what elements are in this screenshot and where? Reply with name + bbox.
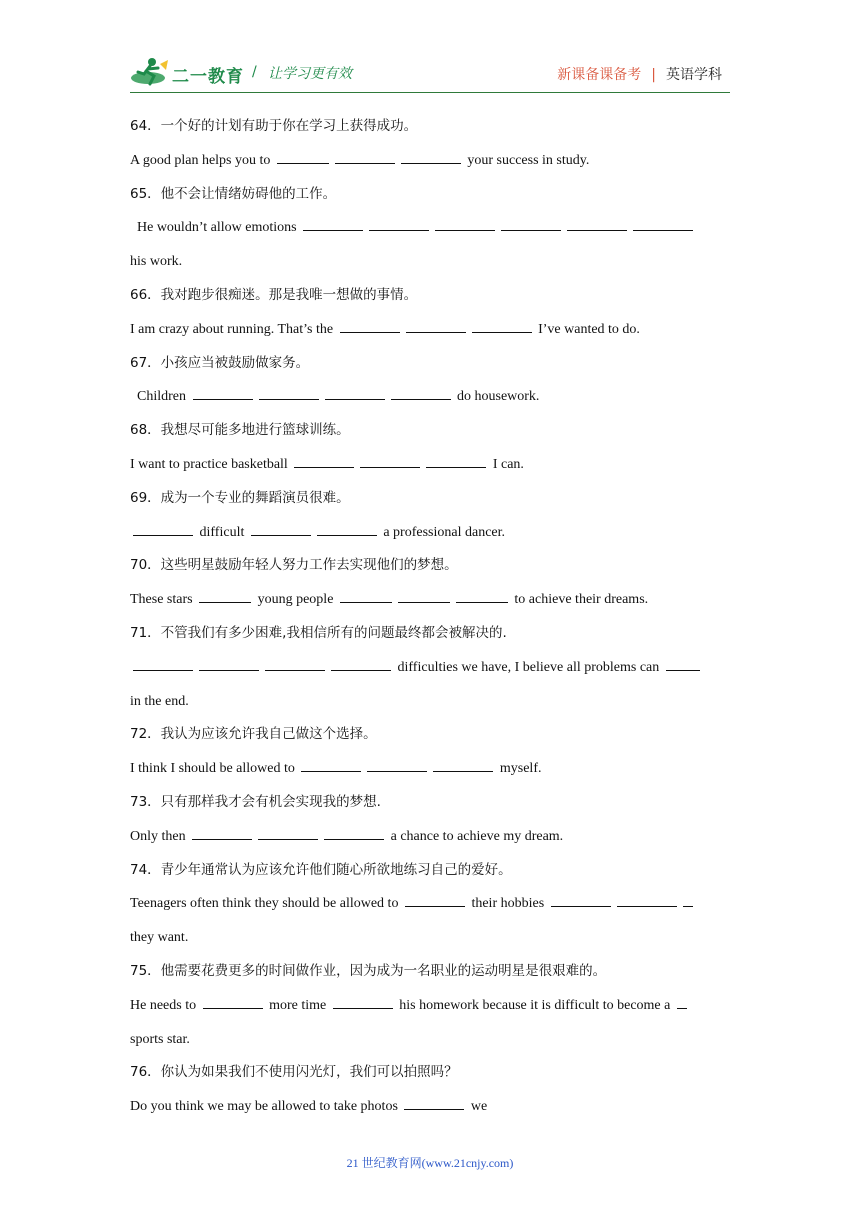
question-english <box>130 651 734 685</box>
question-english <box>130 752 734 786</box>
answer-blank[interactable] <box>551 892 611 907</box>
answer-blank[interactable] <box>666 656 700 671</box>
slogan: 让学习更有效 <box>268 66 352 82</box>
answer-blank[interactable] <box>426 453 486 468</box>
question-chinese: 72．我认为应该允许我自己做这个选择。 <box>130 726 377 743</box>
question-english <box>130 887 734 921</box>
question-chinese: 67．小孩应当被鼓励做家务。 <box>130 354 310 371</box>
answer-blank[interactable] <box>317 521 377 536</box>
sentence-text: difficult <box>196 524 248 540</box>
header-right <box>557 64 722 84</box>
answer-blank[interactable] <box>501 216 561 231</box>
question-english <box>130 144 734 178</box>
sentence-text: their hobbies <box>467 896 548 912</box>
question-english-continued: in the end. <box>130 693 189 709</box>
question-english <box>130 313 734 347</box>
answer-blank[interactable] <box>265 656 325 671</box>
answer-blank[interactable] <box>401 149 461 164</box>
question-english-continued: they want. <box>130 930 189 946</box>
answer-blank[interactable] <box>391 385 451 400</box>
question-chinese: 76．你认为如果我们不使用闪光灯，我们可以拍照吗？ <box>130 1064 458 1081</box>
header-subject-label: 英语学科 <box>666 67 722 83</box>
sentence-text: I can. <box>489 456 524 472</box>
answer-blank[interactable] <box>199 656 259 671</box>
sentence-text: I’ve wanted to do. <box>534 321 640 337</box>
answer-blank[interactable] <box>324 825 384 840</box>
answer-blank[interactable] <box>677 994 687 1009</box>
question-chinese: 66．我对跑步很痴迷。那是我唯一想做的事情。 <box>130 286 418 303</box>
question-english <box>130 820 734 854</box>
answer-blank[interactable] <box>567 216 627 231</box>
question-english <box>130 211 734 245</box>
answer-blank[interactable] <box>398 588 450 603</box>
answer-blank[interactable] <box>199 588 251 603</box>
answer-blank[interactable] <box>406 318 466 333</box>
sentence-text: we <box>467 1099 488 1115</box>
sentence-text: Do you think we may be allowed to take photos <box>130 1099 402 1115</box>
sentence-text: a professional dancer. <box>379 524 506 540</box>
answer-blank[interactable] <box>340 318 400 333</box>
answer-blank[interactable] <box>435 216 495 231</box>
sentence-text: I think I should be allowed to <box>130 761 299 777</box>
answer-blank[interactable] <box>633 216 693 231</box>
answer-blank[interactable] <box>133 656 193 671</box>
sentence-text: do housework. <box>453 389 540 405</box>
question-english-continued: his work. <box>130 254 183 270</box>
answer-blank[interactable] <box>367 757 427 772</box>
answer-blank[interactable] <box>203 994 263 1009</box>
answer-blank[interactable] <box>335 149 395 164</box>
answer-blank[interactable] <box>259 385 319 400</box>
question-list <box>130 110 734 1124</box>
answer-blank[interactable] <box>192 825 252 840</box>
sentence-text: Only then <box>130 828 190 844</box>
question-chinese: 65．他不会让情绪妨碍他的工作。 <box>130 185 337 202</box>
answer-blank[interactable] <box>331 656 391 671</box>
sentence-text: Teenagers often think they should be allowed to <box>130 896 402 912</box>
question-english <box>130 1090 734 1124</box>
question-chinese: 68．我想尽可能多地进行篮球训练。 <box>130 422 350 439</box>
answer-blank[interactable] <box>340 588 392 603</box>
answer-blank[interactable] <box>369 216 429 231</box>
header-separator: | <box>651 67 656 83</box>
sentence-text: He needs to <box>130 997 200 1013</box>
sentence-text: myself. <box>496 761 542 777</box>
answer-blank[interactable] <box>456 588 508 603</box>
answer-blank[interactable] <box>472 318 532 333</box>
question-english-continued: sports star. <box>130 1031 190 1047</box>
sentence-text: his homework because it is difficult to become a <box>395 997 674 1013</box>
question-chinese: 75．他需要花费更多的时间做作业，因为成为一名职业的运动明星是很艰难的。 <box>130 962 607 979</box>
sentence-text: difficulties we have, I believe all problems can <box>394 659 663 675</box>
sentence-text: more time <box>265 997 330 1013</box>
question-chinese: 70．这些明星鼓励年轻人努力工作去实现他们的梦想。 <box>130 557 458 574</box>
page-footer: 21 世纪教育网(www.21cnjy.com) <box>346 1156 514 1170</box>
answer-blank[interactable] <box>277 149 329 164</box>
answer-blank[interactable] <box>683 892 693 907</box>
answer-blank[interactable] <box>360 453 420 468</box>
question-english <box>130 380 734 414</box>
sentence-text: Children <box>130 389 190 405</box>
answer-blank[interactable] <box>433 757 493 772</box>
question-chinese: 64．一个好的计划有助于你在学习上获得成功。 <box>130 118 418 134</box>
answer-blank[interactable] <box>617 892 677 907</box>
question-english <box>130 516 734 550</box>
sentence-text: your success in study. <box>463 152 590 168</box>
answer-blank[interactable] <box>404 1095 464 1110</box>
answer-blank[interactable] <box>133 521 193 536</box>
answer-blank[interactable] <box>301 757 361 772</box>
answer-blank[interactable] <box>333 994 393 1009</box>
sentence-text: A good plan helps you to <box>130 152 274 168</box>
sentence-text: to achieve their dreams. <box>510 592 649 608</box>
brand-name: 二一教育 <box>172 67 244 87</box>
sentence-text: These stars <box>130 592 197 608</box>
header-slash: / <box>252 64 257 80</box>
answer-blank[interactable] <box>405 892 465 907</box>
question-chinese: 74．青少年通常认为应该允许他们随心所欲地练习自己的爱好。 <box>130 861 512 878</box>
question-english <box>130 989 734 1023</box>
question-chinese: 73．只有那样我才会有机会实现我的梦想. <box>130 793 381 810</box>
answer-blank[interactable] <box>193 385 253 400</box>
sentence-text: I want to practice basketball <box>130 456 292 472</box>
question-english <box>130 583 734 617</box>
answer-blank[interactable] <box>303 216 363 231</box>
question-chinese: 71．不管我们有多少困难,我相信所有的问题最终都会被解决的. <box>130 624 507 641</box>
sentence-text: a chance to achieve my dream. <box>387 828 564 844</box>
answer-blank[interactable] <box>325 385 385 400</box>
sentence-text: I am crazy about running. That’s the <box>130 321 337 337</box>
answer-blank[interactable] <box>258 825 318 840</box>
question-chinese: 69．成为一个专业的舞蹈演员很难。 <box>130 489 350 506</box>
header-course-label: 新课备课备考 <box>557 67 642 83</box>
question-english <box>130 448 734 482</box>
answer-blank[interactable] <box>251 521 311 536</box>
sentence-text: young people <box>254 592 337 608</box>
sentence-text: He wouldn’t allow emotions <box>130 220 301 236</box>
page-header <box>130 56 730 93</box>
answer-blank[interactable] <box>294 453 354 468</box>
